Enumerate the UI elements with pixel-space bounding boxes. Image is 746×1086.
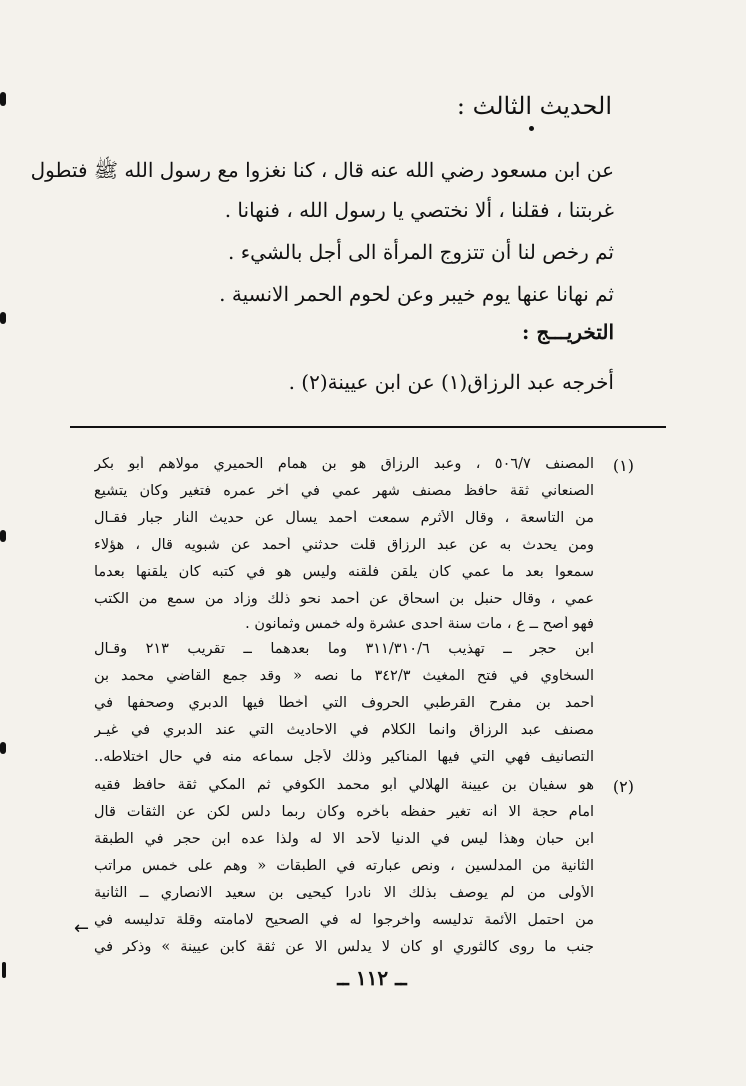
continue-arrow-icon: ← (74, 918, 90, 939)
footnote-line: جنب ما روى كالثوري او كان لا يدلس الا عن ثقة كابن عيينة » وذكر في (94, 939, 594, 955)
footnote-line: مصنف عبد الرزاق وانما الكلام في الاحاديث التي عند الدبري في غيـر (94, 722, 594, 738)
page-number: ــ ١١٢ ــ (337, 966, 407, 990)
footnote-line: سمعوا بعد ما عمي كان يلقن فلقنه وليس هو في كتبه كان يلقنها بعدما (94, 564, 594, 580)
footnote-line: المصنف ٥٠٦/٧ ، وعبد الرزاق هو بن همام الحميري مولاهم أبو بكر (94, 456, 594, 472)
heading-dot (529, 126, 534, 131)
footnote-line: أحمد بن مفرح القرطبي الحروف التي أخطأ فيها الدبري وصحفها في (94, 695, 594, 711)
footnote-line: فهو أصح ــ ع ، مات سنة احدى عشرة وله خمس وثمانون . (245, 616, 594, 632)
scan-mark-left-5 (2, 962, 6, 978)
footnote-line: امام حجة الا أنه تغير حفظه بآخره وكان ربما دلس لكن عن الثقات قال (94, 804, 594, 820)
footnote-number: (٢) (612, 777, 634, 796)
scan-mark-left-3 (0, 530, 6, 542)
footnote-line: الصنعاني ثقة حافظ مصنف شهر عمي في آخر عمره فتغير وكان يتشيع (94, 483, 594, 499)
footnote-line: السخاوي في فتح المغيث ٣٤٢/٣ ما نصه « وقد جمع القاضي محمد بن (94, 668, 594, 684)
footnote-line: الأولى من لم يوصف بذلك الا نادرا كيحيى بن سعيد الانصاري ــ الثانية (94, 885, 594, 901)
footnote-separator (70, 426, 666, 428)
takhrij-heading: التخريـــج : (521, 320, 614, 344)
hadith-line: ثم رخص لنا أن تتزوج المرأة الى أجل بالشيء . (228, 240, 614, 264)
footnote-line: هو سفيان بن عيينة الهلالي أبو محمد الكوفي ثم المكي ثقة حافظ فقيه (94, 777, 594, 793)
scan-mark-left-1 (0, 92, 6, 106)
footnote-line: من احتمل الأئمة تدليسه وأخرجوا له في الصحيح لامامته وقلة تدليسه في (94, 912, 594, 928)
scan-mark-left-2 (0, 312, 6, 324)
scan-mark-left-4 (0, 742, 6, 754)
footnote-line: التصانيف فهي التي فيها المناكير وذلك لأجل سماعه منه في حال اختلاطه.. (94, 749, 594, 765)
footnote-number: (١) (612, 456, 634, 475)
footnote-line: ابن حجر ــ تهذيب ٣١١/٣١٠/٦ وما بعدهما ــ تقريب ٢١٣ وقـال (94, 641, 594, 657)
footnote-line: عمي ، وقال حنبل بن اسحاق عن أحمد نحو ذلك وزاد من سمع من الكتب (94, 591, 594, 607)
hadith-line: غربتنا ، فقلنا ، ألا نختصي يا رسول الله ، فنهانا . (224, 198, 614, 222)
takhrij-line: أخرجه عبد الرزاق(١) عن ابن عيينة(٢) . (288, 370, 614, 394)
hadith-line: عن ابن مسعود رضي الله عنه قال ، كنا نغزوا مع رسول الله ﷺ فتطول (30, 158, 614, 182)
hadith-line: ثم نهانا عنها يوم خيبر وعن لحوم الحمر الانسية . (219, 282, 614, 306)
hadith-heading: الحديث الثالث : (456, 92, 612, 120)
footnote-line: ابن حبان وهذا ليس في الدنيا لأحد الا له ولذا عده ابن حجر في الطبقة (94, 831, 594, 847)
footnote-line: ومن يحدث به عن عبد الرزاق قلت حدثني أحمد عن شبويه قال ، هؤلاء (94, 537, 594, 553)
footnote-line: من التاسعة ، وقال الأثرم سمعت أحمد يسأل عن حديث النار جبار فقـال (94, 510, 594, 526)
footnote-line: الثانية من المدلسين ، ونص عبارته في الطبقات « وهم على خمس مراتب (94, 858, 594, 874)
